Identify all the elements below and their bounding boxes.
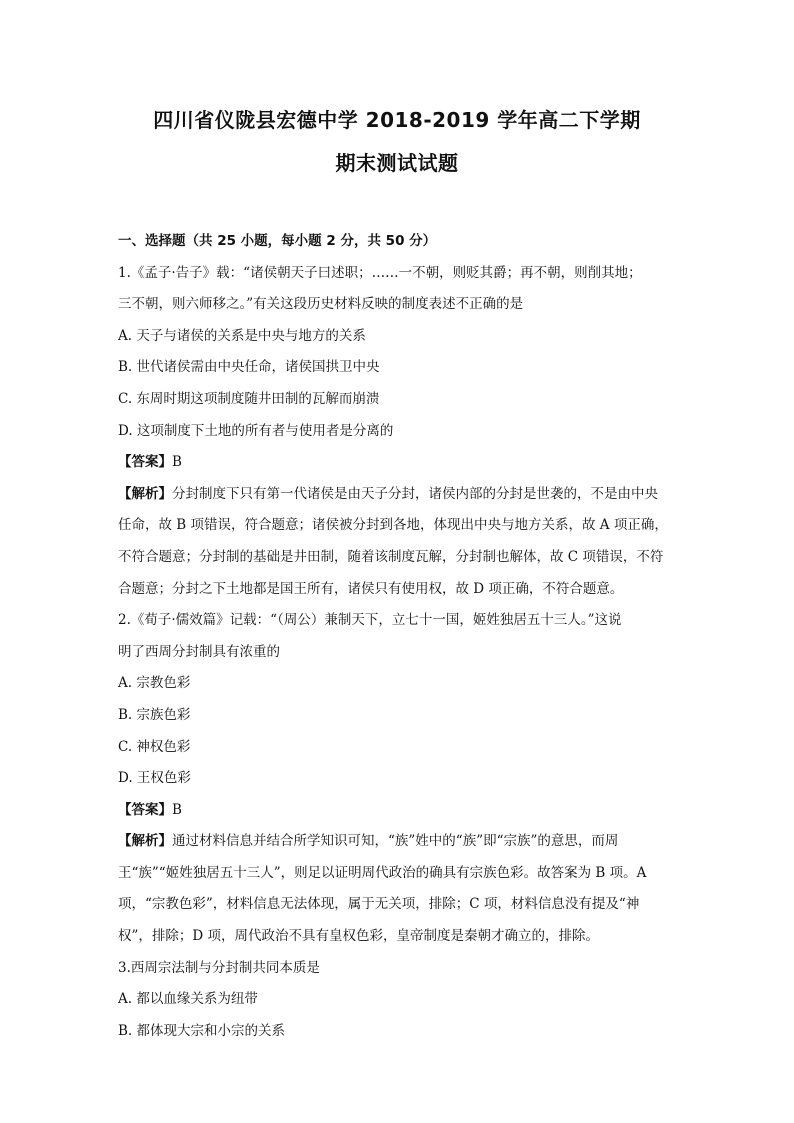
q2-option-d: D. 王权色彩 bbox=[118, 770, 191, 787]
q1-stem-line1: 1.《孟子·告子》载：“诸侯朝天子曰述职；……一不朝，则贬其爵；再不朝，则削其地； bbox=[118, 264, 642, 281]
q2-analysis-text1: 通过材料信息并结合所学知识可知，“族”姓中的“族”即“宗族”的意思，而周 bbox=[172, 833, 619, 850]
document-title-line1: 四川省仪陇县宏德中学 2018-2019 学年高二下学期 bbox=[153, 108, 641, 132]
q2-analysis-line4: 权”，排除；D 项，周代政治不具有皇权色彩，皇帝制度是秦朝才确立的，排除。 bbox=[118, 928, 600, 945]
q1-option-b: B. 世代诸侯需由中央任命，诸侯国拱卫中央 bbox=[118, 359, 380, 376]
q2-option-b: B. 宗族色彩 bbox=[118, 706, 191, 723]
q1-analysis-text1: 分封制度下只有第一代诸侯是由天子分封，诸侯内部的分封是世袭的，不是由中央 bbox=[172, 485, 658, 502]
q1-option-c: C. 东周时期这项制度随井田制的瓦解而崩溃 bbox=[118, 390, 380, 407]
q3-option-a: A. 都以血缘关系为纽带 bbox=[118, 991, 258, 1008]
q1-stem-line2: 三不朝，则六师移之。”有关这段历史材料反映的制度表述不正确的是 bbox=[118, 296, 524, 313]
q2-answer-tag: 【答案】 bbox=[118, 801, 172, 818]
q3-stem-line1: 3.西周宗法制与分封制共同本质是 bbox=[118, 959, 320, 976]
q2-analysis-line1 bbox=[118, 826, 676, 858]
q1-analysis-line2: 任命，故 B 项错误，符合题意；诸侯被分封到各地，体现出中央与地方关系，故 A 项正确， bbox=[118, 517, 668, 534]
document-title-line2: 期末测试试题 bbox=[335, 151, 459, 175]
q2-answer-value: B bbox=[172, 801, 182, 818]
q1-analysis-line1 bbox=[118, 479, 676, 511]
document-body bbox=[118, 226, 676, 1047]
q2-stem-line2: 明了西周分封制具有浓重的 bbox=[118, 643, 280, 660]
section-heading: 一、选择题（共 25 小题，每小题 2 分，共 50 分） bbox=[118, 233, 437, 249]
q1-answer-value: B bbox=[172, 454, 182, 471]
q2-analysis-line2: 王“族”“姬姓独居五十三人”，则足以证明周代政治的确具有宗族色彩。故答案为 B 项。A bbox=[118, 864, 647, 881]
q1-answer-tag: 【答案】 bbox=[118, 454, 172, 471]
q1-answer bbox=[118, 447, 676, 479]
q2-option-a: A. 宗教色彩 bbox=[118, 675, 191, 692]
q1-analysis-line3: 不符合题意；分封制的基础是井田制，随着该制度瓦解，分封制也解体，故 C 项错误，不符 bbox=[118, 548, 664, 565]
q2-answer bbox=[118, 795, 676, 827]
q2-analysis-line3: 项，“宗教色彩”，材料信息无法体现，属于无关项，排除；C 项，材料信息没有提及“神 bbox=[118, 896, 640, 913]
q2-option-c: C. 神权色彩 bbox=[118, 738, 191, 755]
q1-analysis-tag: 【解析】 bbox=[118, 485, 172, 502]
q2-analysis-tag: 【解析】 bbox=[118, 833, 172, 850]
q1-option-a: A. 天子与诸侯的关系是中央与地方的关系 bbox=[118, 327, 366, 344]
q1-option-d: D. 这项制度下土地的所有者与使用者是分离的 bbox=[118, 422, 394, 439]
q3-option-b: B. 都体现大宗和小宗的关系 bbox=[118, 1022, 286, 1039]
q1-analysis-line4: 合题意；分封之下土地都是国王所有，诸侯只有使用权，故 D 项正确，不符合题意。 bbox=[118, 580, 624, 597]
q2-stem-line1: 2.《荀子·儒效篇》记载：“（周公）兼制天下，立七十一国，姬姓独居五十三人。”这说 bbox=[118, 612, 622, 629]
